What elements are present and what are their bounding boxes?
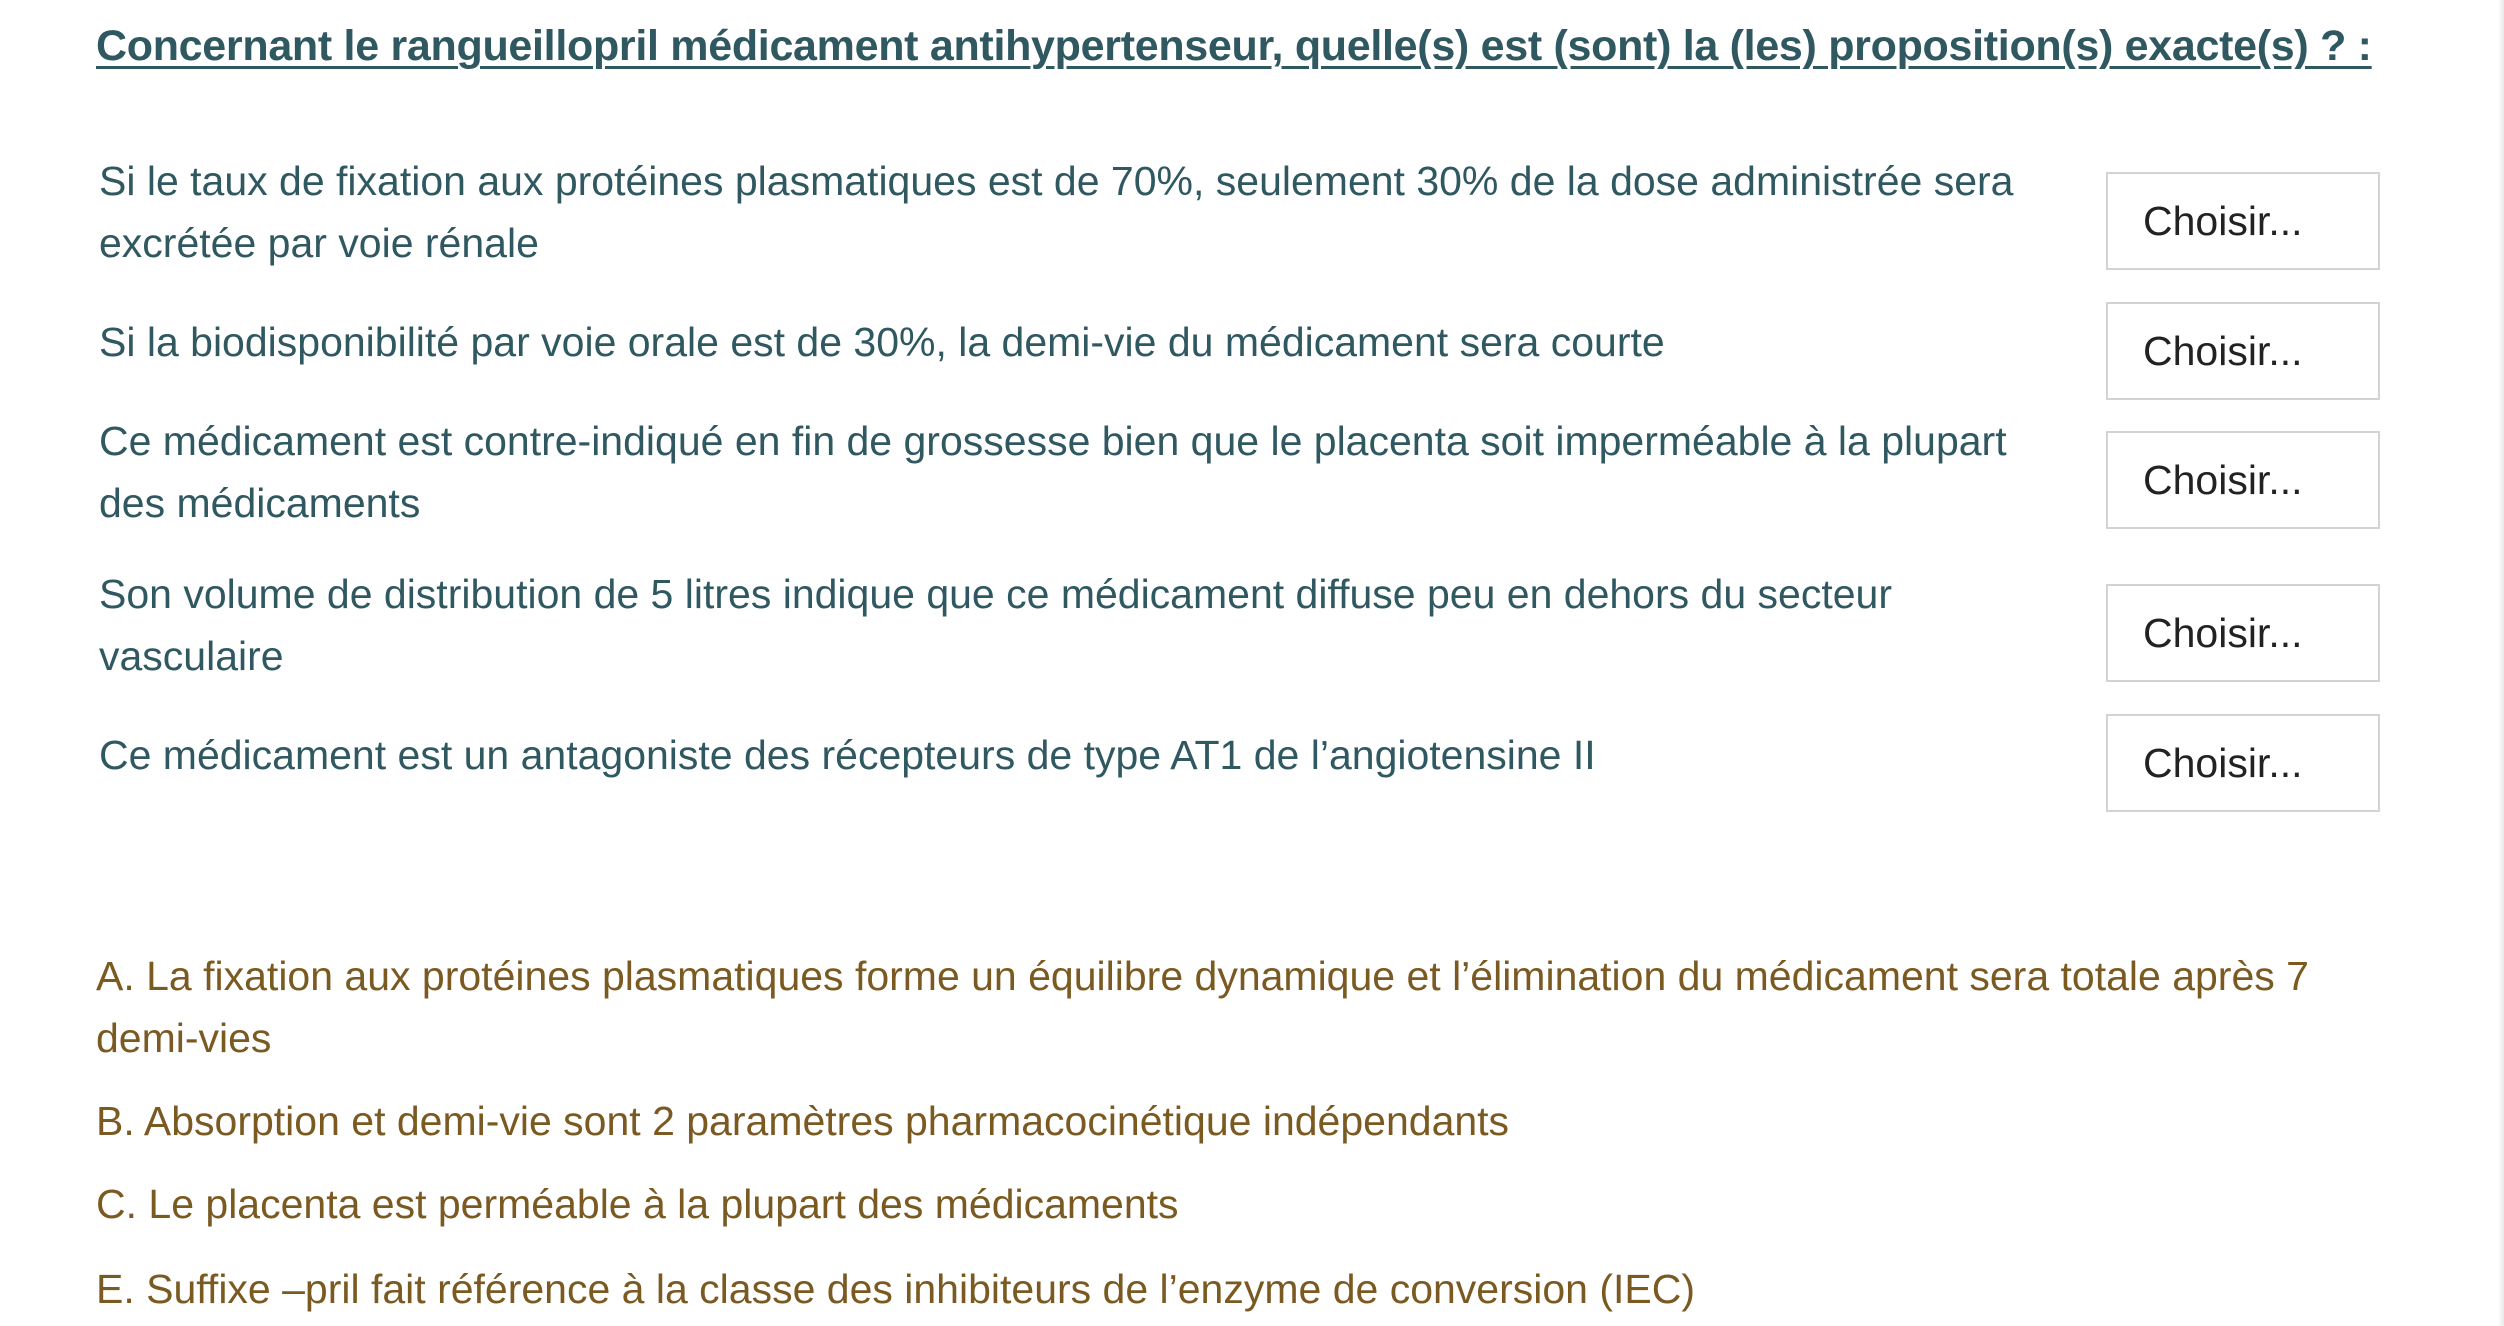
answer-select-1[interactable] — [2106, 172, 2380, 270]
answer-select-label: Choisir... — [2143, 327, 2303, 374]
answer-select-label: Choisir... — [2143, 739, 2303, 786]
proposition-text-3: Ce médicament est contre-indiqué en fin de grossesse bien que le placenta soit imperméable à la plupart des médicaments — [99, 418, 2007, 526]
answer-select-5[interactable] — [2106, 714, 2380, 812]
answer-select-label: Choisir... — [2143, 609, 2303, 656]
proposition-text-2: Si la biodisponibilité par voie orale est de 30%, la demi-vie du médicament sera courte — [99, 319, 1665, 365]
proposition-text-5: Ce médicament est un antagoniste des récepteurs de type AT1 de l’angiotensine II — [99, 732, 1596, 778]
answer-select-2[interactable] — [2106, 302, 2380, 400]
answer-select-label: Choisir... — [2143, 456, 2303, 503]
question-title: Concernant le rangueillopril médicament antihypertenseur, quelle(s) est (sont) la (les) proposition(s) exacte(s) ? : — [96, 22, 2372, 70]
proposition-text-1: Si le taux de fixation aux protéines plasmatiques est de 70%, seulement 30% de la dose administrée sera excrétée par voie rénale — [99, 158, 2014, 266]
answer-select-4[interactable] — [2106, 584, 2380, 682]
answer-explanation-e: E. Suffixe –pril fait référence à la classe des inhibiteurs de l’enzyme de conversion (IEC) — [96, 1266, 1696, 1312]
answer-explanation-b: B. Absorption et demi-vie sont 2 paramètres pharmacocinétique indépendants — [96, 1098, 1510, 1144]
answer-explanation-c: C. Le placenta est perméable à la plupart des médicaments — [96, 1181, 1179, 1227]
answer-select-label: Choisir... — [2143, 197, 2303, 244]
answer-explanation-a: A. La fixation aux protéines plasmatiques forme un équilibre dynamique et l’élimination du médicament sera totale après 7 demi-vies — [96, 953, 2309, 1061]
answer-select-3[interactable] — [2106, 431, 2380, 529]
proposition-text-4: Son volume de distribution de 5 litres indique que ce médicament diffuse peu en dehors du secteur vasculaire — [99, 571, 1892, 679]
page-edge-shadow — [2498, 0, 2504, 1326]
